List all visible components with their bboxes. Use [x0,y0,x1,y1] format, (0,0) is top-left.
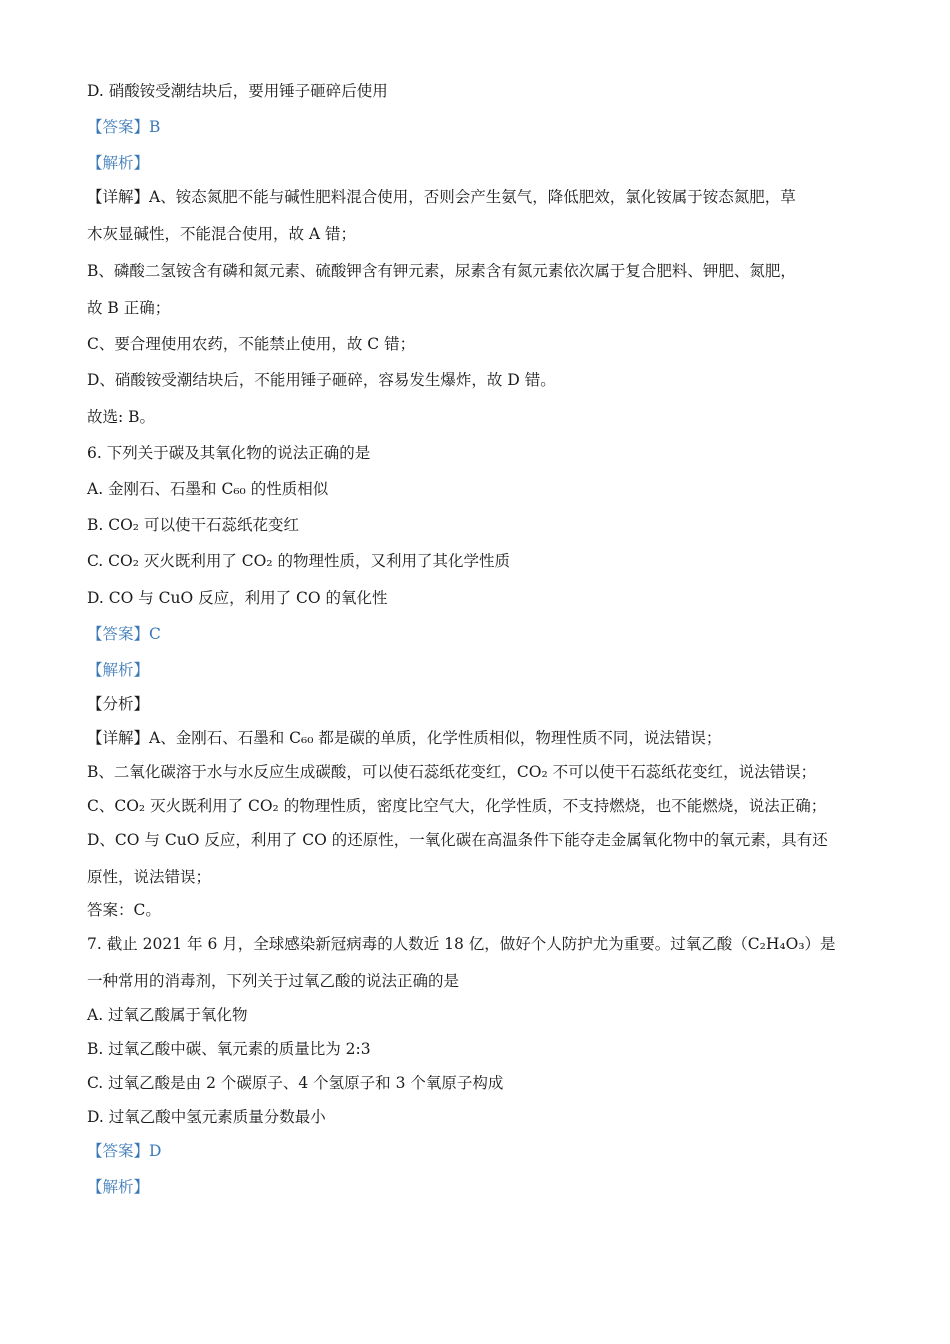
final-answer-q5: 故选: B。 [87,408,156,426]
option-a-q6: A. 金刚石、石墨和 C₆₀ 的性质相似 [87,480,329,498]
detail-line: B、二氧化碳溶于水与水反应生成碳酸，可以使石蕊纸花变红，CO₂ 不可以使干石蕊纸花变红，说法错误； [87,763,817,781]
question-7-stem: 7. 截止 2021 年 6 月，全球感染新冠病毒的人数近 18 亿，做好个人防护尤为重要。过氧乙酸（C₂H₄O₃）是 [87,935,836,953]
question-6-stem: 6. 下列关于碳及其氧化物的说法正确的是 [87,444,371,462]
answer-label-q5: 【答案】B [87,118,161,136]
option-c-q7: C. 过氧乙酸是由 2 个碳原子、4 个氢原子和 3 个氧原子构成 [87,1074,504,1092]
detail-line: C、要合理使用农药，不能禁止使用，故 C 错； [87,335,416,353]
detail-line: 故 B 正确； [87,299,171,317]
answer-label-q7: 【答案】D [87,1142,162,1160]
option-d-q5: D. 硝酸铵受潮结块后，要用锤子砸碎后使用 [87,82,388,100]
analysis-header-q6: 【分析】 [87,695,150,713]
option-b-q7: B. 过氧乙酸中碳、氧元素的质量比为 2:3 [87,1040,371,1058]
question-7-stem-cont: 一种常用的消毒剂，下列关于过氧乙酸的说法正确的是 [87,972,460,990]
option-d-q6: D. CO 与 CuO 反应，利用了 CO 的氧化性 [87,589,388,607]
analysis-label-q5: 【解析】 [87,154,150,172]
option-d-q7: D. 过氧乙酸中氢元素质量分数最小 [87,1108,326,1126]
analysis-label-q7: 【解析】 [87,1178,150,1196]
detail-line: 原性，说法错误； [87,868,212,886]
final-answer-q6: 答案：C。 [87,901,161,919]
detail-line: 【详解】A、铵态氮肥不能与碱性肥料混合使用，否则会产生氨气，降低肥效，氯化铵属于铵态氮肥，草 [87,188,796,206]
detail-line: D、CO 与 CuO 反应，利用了 CO 的还原性，一氧化碳在高温条件下能夺走金属氧化物中的氧元素，具有还 [87,831,828,849]
option-b-q6: B. CO₂ 可以使干石蕊纸花变红 [87,516,299,534]
option-a-q7: A. 过氧乙酸属于氧化物 [87,1006,248,1024]
detail-line: D、硝酸铵受潮结块后，不能用锤子砸碎，容易发生爆炸，故 D 错。 [87,371,556,389]
detail-line: 【详解】A、金刚石、石墨和 C₆₀ 都是碳的单质，化学性质相似，物理性质不同，说法错误； [87,729,722,747]
detail-line: B、磷酸二氢铵含有磷和氮元素、硫酸钾含有钾元素，尿素含有氮元素依次属于复合肥料、钾肥、氮肥， [87,262,796,280]
option-c-q6: C. CO₂ 灭火既利用了 CO₂ 的物理性质，又利用了其化学性质 [87,552,511,570]
analysis-label-q6: 【解析】 [87,661,150,679]
answer-label-q6: 【答案】C [87,625,161,643]
detail-line: 木灰显碱性，不能混合使用，故 A 错； [87,225,357,243]
detail-line: C、CO₂ 灭火既利用了 CO₂ 的物理性质，密度比空气大，化学性质，不支持燃烧，也不能燃烧，说法正确； [87,797,827,815]
